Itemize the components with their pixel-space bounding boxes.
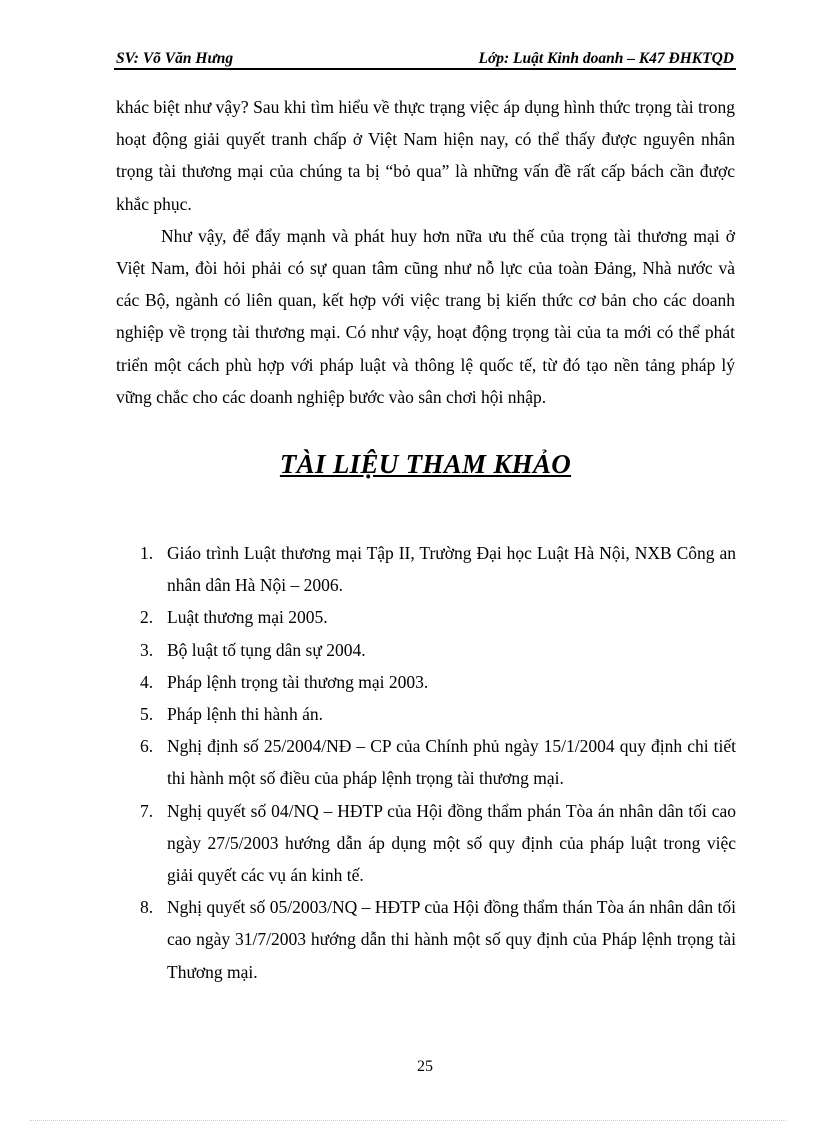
page-number: 25 xyxy=(417,1058,433,1075)
reference-item xyxy=(140,795,736,892)
reference-text: Luật thương mại 2005. xyxy=(167,607,328,628)
reference-text: Nghị quyết số 05/2003/NQ – HĐTP của Hội đồng thẩm thán Tòa án nhân dân tối cao ngày 31/7/2003 hướng dẫn thi hành một số quy định của Pháp lệnh trọng tài Thương mại. xyxy=(167,897,736,982)
reference-number: 1. xyxy=(140,543,154,563)
reference-text: Giáo trình Luật thương mại Tập II, Trường Đại học Luật Hà Nội, NXB Công an nhân dân Hà Nội – 2006. xyxy=(167,543,736,596)
paragraph-continuation: khác biệt như vậy? Sau khi tìm hiểu về thực trạng việc áp dụng hình thức trọng tài trong hoạt động giải quyết tranh chấp ở Việt Nam hiện nay, có thể thấy được nguyên nhân trọng tài thương mại của chúng ta bị “bỏ qua” là những vấn đề rất cấp bách cần được khắc phục. xyxy=(116,97,735,214)
reference-number: 3. xyxy=(140,639,154,660)
page-header xyxy=(114,48,736,70)
body-text xyxy=(116,91,735,413)
header-class-name: Lớp: Luật Kinh doanh – K47 ĐHKTQD xyxy=(478,50,734,67)
reference-item xyxy=(140,891,736,988)
reference-number: 8. xyxy=(140,897,154,918)
references-list xyxy=(140,537,736,988)
reference-number: 2. xyxy=(140,607,154,628)
reference-text: Bộ luật tố tụng dân sự 2004. xyxy=(167,639,366,660)
header-student-name: SV: Võ Văn Hưng xyxy=(116,50,234,67)
reference-item xyxy=(140,698,736,730)
reference-number: 4. xyxy=(140,671,154,692)
reference-number: 5. xyxy=(140,704,154,725)
reference-item xyxy=(140,537,736,601)
page-bottom-divider xyxy=(30,1120,786,1121)
reference-number: 6. xyxy=(140,736,154,757)
references-heading: TÀI LIỆU THAM KHẢO xyxy=(279,449,572,479)
reference-number: 7. xyxy=(140,800,154,821)
reference-item xyxy=(140,601,736,633)
reference-text: Pháp lệnh thi hành án. xyxy=(167,704,324,725)
reference-text: Nghị quyết số 04/NQ – HĐTP của Hội đồng thẩm phán Tòa án nhân dân tối cao ngày 27/5/2003 hướng dẫn áp dụng một số quy định của pháp luật trong việc giải quyết các vụ án kinh tế. xyxy=(167,800,736,886)
reference-text: Nghị định số 25/2004/NĐ – CP của Chính phủ ngày 15/1/2004 quy định chi tiết thi hành một số điều của pháp lệnh trọng tài thương mại. xyxy=(167,736,736,789)
reference-item xyxy=(140,666,736,698)
reference-item xyxy=(140,730,736,794)
paragraph-conclusion: Như vậy, để đẩy mạnh và phát huy hơn nữa ưu thế của trọng tài thương mại ở Việt Nam, đòi hỏi phải có sự quan tâm cũng như nỗ lực của toàn Đảng, Nhà nước và các Bộ, ngành có liên quan, kết hợp với việc trang bị kiến thức cơ bản cho các doanh nghiệp về trọng tài thương mại. Có như vậy, hoạt động trọng tài của ta mới có thể phát triển một cách phù hợp với pháp luật và thông lệ quốc tế, từ đó tạo nền tảng pháp lý vững chắc cho các doanh nghiệp bước vào sân chơi hội nhập. xyxy=(116,225,735,407)
reference-item xyxy=(140,634,736,666)
reference-text: Pháp lệnh trọng tài thương mại 2003. xyxy=(167,671,429,692)
